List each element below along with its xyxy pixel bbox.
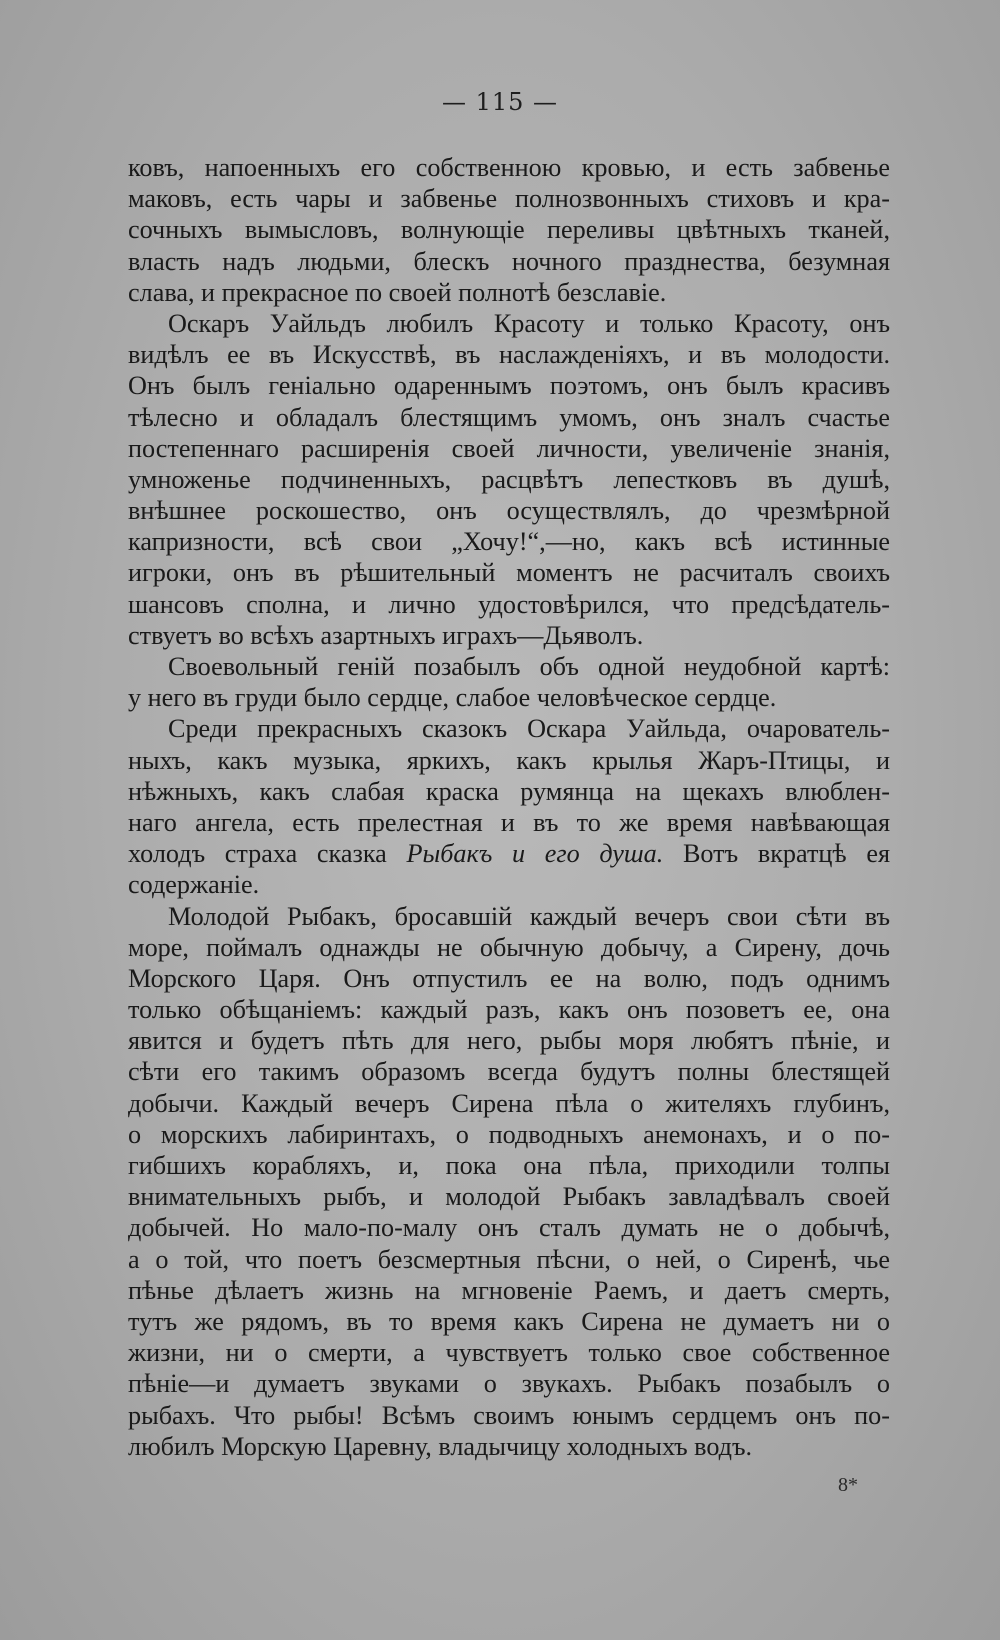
text-line: внимательныхъ рыбъ, и молодой Рыбакъ завладѣвалъ своей xyxy=(128,1182,890,1212)
text-line: шансовъ сполна, и лично удостовѣрился, что предсѣдатель- xyxy=(128,589,890,619)
text-line: добычей. Но мало-по-малу онъ сталъ думать не о добычѣ, xyxy=(128,1213,890,1243)
text-line: слава, и прекрасное по своей полнотѣ безславіе. xyxy=(128,277,667,307)
text-line: Своевольный геній позабылъ объ одной неудобной картѣ: xyxy=(168,652,890,681)
text-line: о морскихъ лабиринтахъ, о подводныхъ анемонахъ, и о по- xyxy=(128,1119,890,1149)
signature-mark: 8* xyxy=(838,1474,858,1496)
text-line: ковъ, напоенныхъ его собственною кровью, и есть забвенье xyxy=(128,153,890,182)
text-line: явится и будетъ пѣть для него, рыбы моря любятъ пѣніе, и xyxy=(128,1026,890,1056)
text-line: добычи. Каждый вечеръ Сирена пѣла о жителяхъ глубинъ, xyxy=(128,1088,890,1118)
text-line: Оскаръ Уайльдъ любилъ Красоту и только Красоту, онъ xyxy=(168,308,890,338)
text-line: сѣти его такимъ образомъ всегда будутъ полны блестящей xyxy=(128,1057,890,1087)
text-line: маковъ, есть чары и забвенье полнозвонныхъ стиховъ и кра- xyxy=(128,184,890,214)
text-line: сочныхъ вымысловъ, волнующіе переливы цвѣтныхъ тканей, xyxy=(128,215,890,245)
text-line: гибшихъ корабляхъ, и, пока она пѣла, приходили толпы xyxy=(128,1151,890,1180)
text-line: постепеннаго расширенія своей личности, увеличеніе знанія, xyxy=(128,433,890,463)
text-line: капризности, всѣ свои „Хочу!“,—но, какъ всѣ истинные xyxy=(128,527,890,557)
text-line: Среди прекрасныхъ сказокъ Оскара Уайльда, очарователь- xyxy=(168,714,890,744)
text-line: пѣнье дѣлаетъ жизнь на мгновеніе Раемъ, и даетъ смерть, xyxy=(128,1275,890,1305)
text-line: у него въ груди было сердце, слабое человѣческое сердце. xyxy=(128,683,777,713)
text-line: жизни, ни о смерти, а чувствуетъ только свое собственное xyxy=(128,1338,890,1368)
text-fragment: Вотъ вкратцѣ ея xyxy=(682,839,890,869)
text-line: тутъ же рядомъ, въ то время какъ Сирена не думаетъ ни о xyxy=(128,1306,890,1336)
text-line: Морского Царя. Онъ отпустилъ ее на волю, подъ однимъ xyxy=(128,963,890,993)
body-text xyxy=(128,152,890,1462)
text-line-with-title xyxy=(128,838,890,869)
text-fragment: холодъ страха сказка xyxy=(128,839,387,869)
text-line: любилъ Морскую Царевну, владычицу холодныхъ водъ. xyxy=(128,1431,753,1461)
text-line: содержаніе. xyxy=(128,870,260,900)
text-line: пѣніе—и думаетъ звуками о звукахъ. Рыбакъ позабылъ о xyxy=(128,1369,890,1399)
text-line: ныхъ, какъ музыка, яркихъ, какъ крылья Жаръ-Птицы, и xyxy=(128,745,890,775)
text-line: Онъ былъ геніально одареннымъ поэтомъ, онъ былъ красивъ xyxy=(128,371,890,401)
text-line: власть надъ людьми, блескъ ночного празднества, безумная xyxy=(128,246,890,276)
text-line: рыбахъ. Что рыбы! Всѣмъ своимъ юнымъ сердцемъ онъ по- xyxy=(128,1400,890,1430)
page-number: — 115 — xyxy=(441,88,559,116)
text-line: умноженье подчиненныхъ, расцвѣтъ лепестковъ въ душѣ, xyxy=(128,464,890,494)
text-line: а о той, что поетъ безсмертныя пѣсни, о ней, о Сиренѣ, чье xyxy=(128,1244,890,1274)
text-line: игроки, онъ въ рѣшительный моментъ не расчиталъ своихъ xyxy=(128,558,890,588)
text-line: только обѣщаніемъ: каждый разъ, какъ онъ позоветъ ее, она xyxy=(128,995,890,1025)
text-line: наго ангела, есть прелестная и въ то же время навѣвающая xyxy=(128,807,890,837)
text-line: море, поймалъ однажды не обычную добычу, а Сирену, дочь xyxy=(128,932,890,962)
text-line: ствуетъ во всѣхъ азартныхъ играхъ—Дьяволъ. xyxy=(128,620,644,650)
text-line: внѣшнее роскошество, онъ осуществлялъ, до чрезмѣрной xyxy=(128,496,890,526)
text-line: Молодой Рыбакъ, бросавшій каждый вечеръ свои сѣти въ xyxy=(168,901,890,931)
text-line: видѣлъ ее въ Искусствѣ, въ наслажденіяхъ, и въ молодости. xyxy=(128,340,890,370)
text-line: нѣжныхъ, какъ слабая краска румянца на щекахъ влюблен- xyxy=(128,776,890,806)
text-line: тѣлесно и обладалъ блестящимъ умомъ, онъ зналъ счастье xyxy=(128,402,890,432)
tale-title: Рыбакъ и его душа. xyxy=(406,839,664,869)
